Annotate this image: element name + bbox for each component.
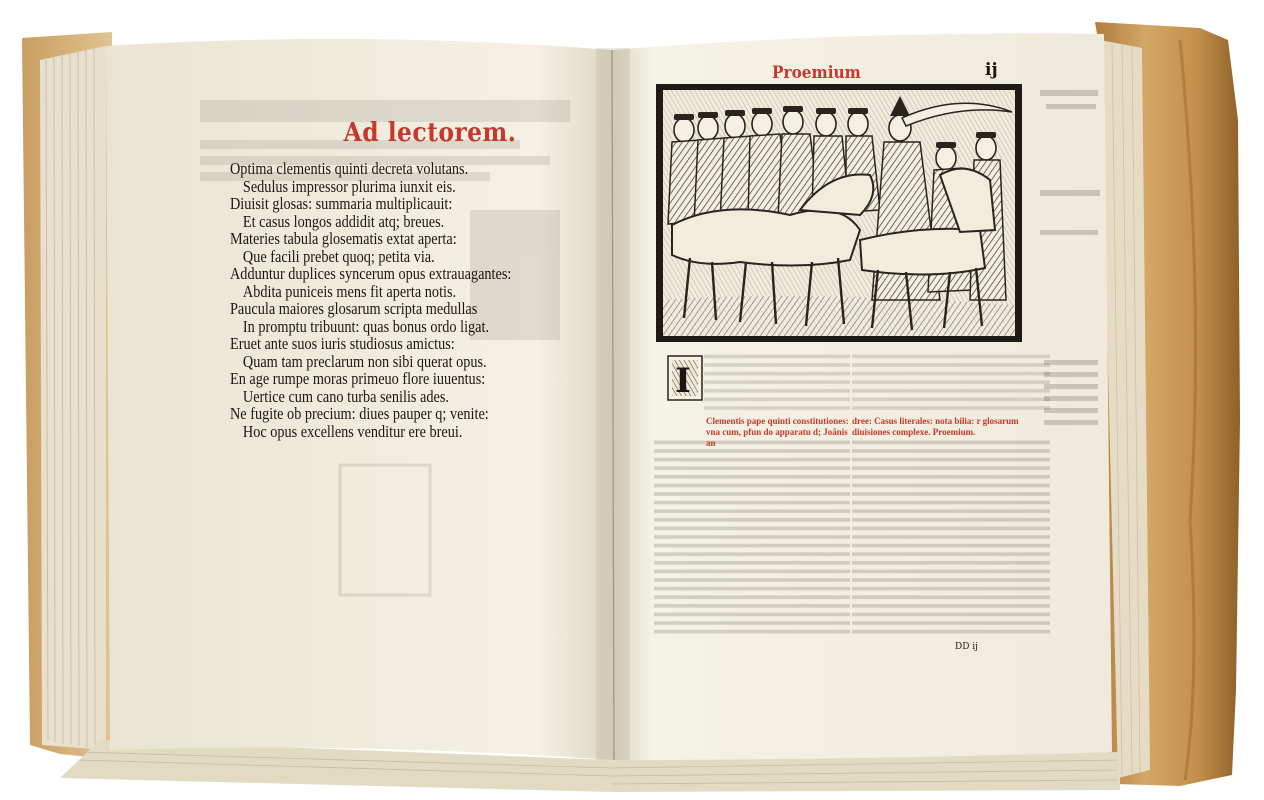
verse-line: Et casus longos addidit atq; breues. — [242, 211, 445, 231]
verse-line: Eruet ante suos iuris studiosus amictus: — [230, 334, 455, 353]
rubric-left: Clementis pape quinti constitutiones: vna cum, pfun do apparatu d; Joãnis an — [706, 416, 849, 448]
verse-line: Abdita puniceis mens fit aperta notis. — [242, 281, 457, 301]
running-header: Proemium — [772, 63, 861, 83]
verse-line: Paucula maiores glosarum scripta medullas — [230, 299, 478, 318]
verse-line: In promptu tribuunt: quas bonus ordo ligat. — [242, 316, 490, 336]
verse-line: Materies tabula glosematis extat aperta: — [230, 229, 457, 248]
rubric-right: dree: Casus literales: nota bilia: r glosarum diuisiones complexe. Proemium. — [852, 416, 1019, 437]
verse-line: Ne fugite ob precium: diues pauper q; venite: — [230, 404, 489, 423]
verse-line: Hoc opus excellens venditur ere breui. — [242, 421, 463, 441]
verse-line: Adduntur duplices syncerum opus extrauagantes: — [230, 264, 512, 283]
svg-text:I: I — [675, 361, 691, 401]
verse-line: Diuisit glosas: summaria multiplicauit: — [230, 194, 453, 213]
verse-line: Sedulus impressor plurima iunxit eis. — [242, 176, 456, 196]
folio-number: ij — [985, 60, 998, 80]
verse-line: En age rumpe moras primeuo flore iuuentus: — [230, 369, 486, 388]
signature-mark: DD ij — [955, 642, 978, 652]
page-title: Ad lectorem. — [343, 118, 517, 148]
verse-line: Quam tam preclarum non sibi querat opus. — [242, 351, 487, 371]
verse-line: Uertice cum cano turba senilis ades. — [242, 386, 449, 406]
verse-line: Que facili prebet quoq; petita via. — [242, 246, 435, 266]
left-verse-block — [230, 118, 600, 440]
verse-line: Optima clementis quinti decreta volutans. — [230, 159, 469, 178]
